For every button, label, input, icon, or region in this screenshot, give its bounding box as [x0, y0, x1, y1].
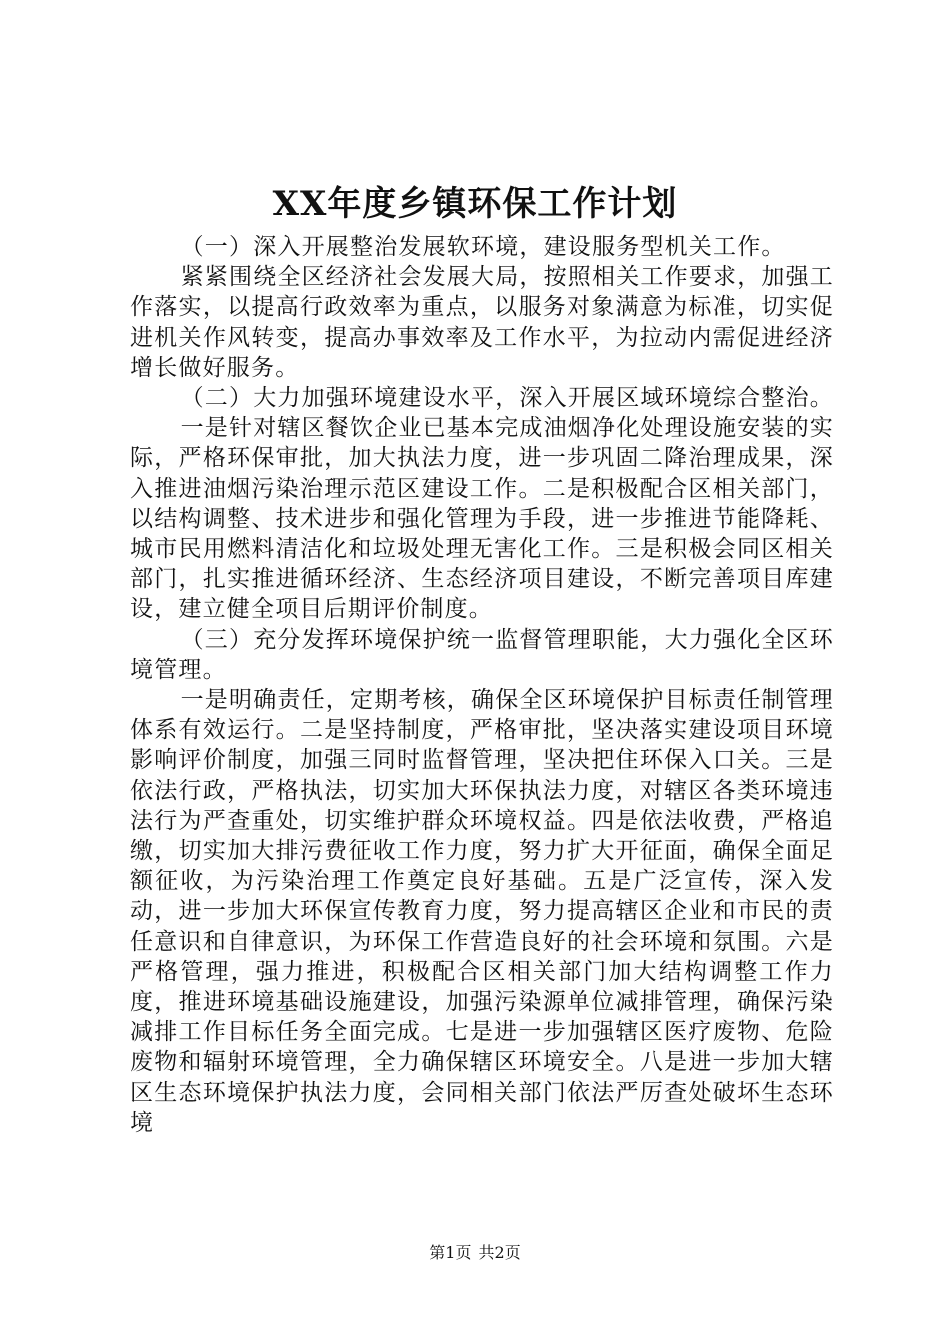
- page-number: 第1页: [429, 1243, 472, 1262]
- paragraph-3: 一是明确责任，定期考核，确保全区环境保护目标责任制管理体系有效运行。二是坚持制度，严格审批，坚决落实建设项目环境影响评价制度，加强三同时监督管理，坚决把住环保入口关。三是依法行政，严格执法，切实加大环保执法力度，对辖区各类环境违法行为严查重处，切实维护群众环境权益。四是依法收费，严格追缴，切实加大排污费征收工作力度，努力扩大开征面，确保全面足额征收，为污染治理工作奠定良好基础。五是广泛宣传，深入发动，进一步加大环保宣传教育力度，努力提高辖区企业和市民的责任意识和自律意识，为环保工作营造良好的社会环境和氛围。六是严格管理，强力推进，积极配合区相关部门加大结构调整工作力度，推进环境基础设施建设，加强污染源单位减排管理，确保污染减排工作目标任务全面完成。七是进一步加强辖区医疗废物、危险废物和辐射环境管理，全力确保辖区环境安全。八是进一步加大辖区生态环境保护执法力度，会同相关部门依法严厉查处破坏生态环境: [130, 687, 834, 1136]
- section-heading-1: （一）深入开展整治发展软环境，建设服务型机关工作。: [180, 234, 786, 260]
- paragraph-2: 一是针对辖区餐饮企业已基本完成油烟净化处理设施安装的实际，严格环保审批，加大执法力度，进一步巩固二降治理成果，深入推进油烟污染治理示范区建设工作。二是积极配合区相关部门，以结构调整、技术进步和强化管理为手段，进一步推进节能降耗、城市民用燃料清洁化和垃圾处理无害化工作。三是积极会同区相关部门，扎实推进循环经济、生态经济项目建设，不断完善项目库建设，建立健全项目后期评价制度。: [130, 415, 834, 623]
- paragraph-1: 紧紧围绕全区经济社会发展大局，按照相关工作要求，加强工作落实，以提高行政效率为重点，以服务对象满意为标准，切实促进机关作风转变，提高办事效率及工作水平，为拉动内需促进经济增长做好服务。: [130, 264, 834, 381]
- section-heading-2: （二）大力加强环境建设水平，深入开展区域环境综合整治。: [180, 385, 834, 412]
- document-body: [130, 232, 834, 1138]
- page-footer: [0, 1243, 950, 1262]
- section-heading-3: （三）充分发挥环境保护统一监督管理职能，大力强化全区环境管理。: [130, 626, 834, 683]
- document-title: XX年度乡镇环保工作计划: [272, 184, 678, 224]
- page-total: 共2页: [478, 1243, 521, 1262]
